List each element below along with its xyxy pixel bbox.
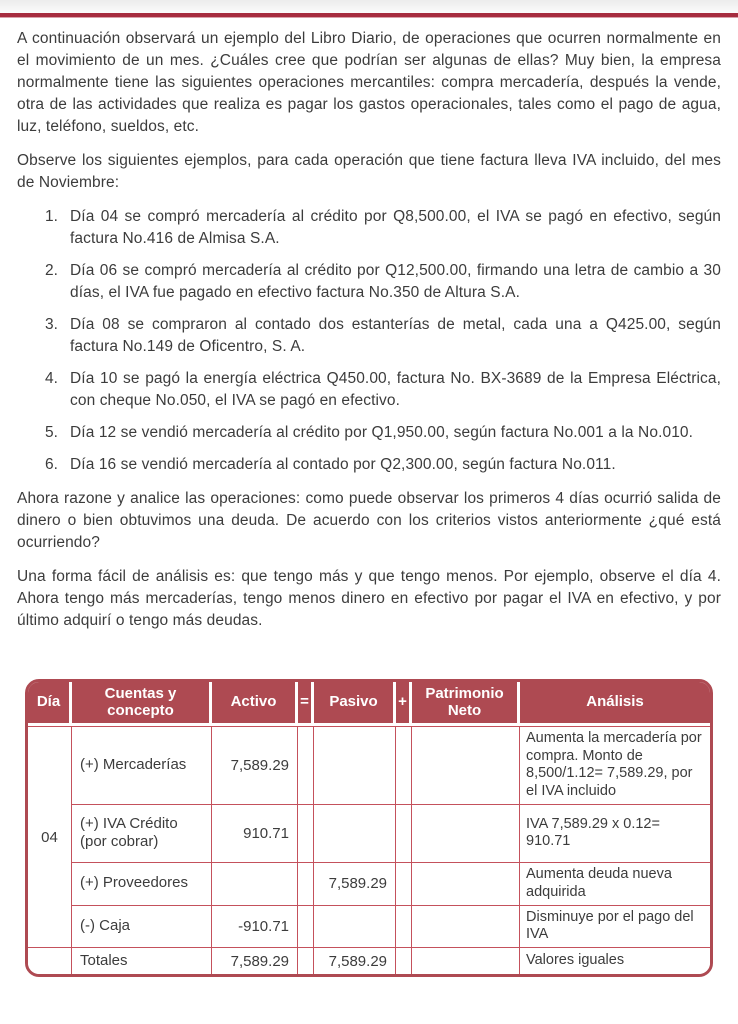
activo-cell: -910.71: [212, 906, 298, 948]
activo-cell: [212, 863, 298, 906]
pasivo-cell: 7,589.29: [314, 863, 396, 906]
patrimonio-cell: [412, 863, 520, 906]
summary-paragraph: Una forma fácil de análisis es: que tengo más y que tengo menos. Por ejemplo, observe el día 4. Ahora tengo más mercaderías, tengo menos dinero en efectivo por pagar el IVA en efectivo, y por último adquirí o tengo más deudas.: [17, 568, 721, 629]
equals-spacer-cell: [298, 805, 314, 863]
list-item-text: Día 12 se vendió mercadería al crédito por Q1,950.00, según factura No.001 a la No.010.: [70, 424, 694, 441]
list-item: [45, 206, 721, 250]
plus-spacer-cell: [396, 726, 412, 805]
day-cell: 04: [28, 726, 72, 948]
account-cell: (+) IVA Crédito (por cobrar): [72, 805, 212, 863]
totals-patrimonio-cell: [412, 948, 520, 974]
list-item-number: 1.: [45, 208, 58, 225]
plus-spacer-cell: [396, 863, 412, 906]
list-item: [45, 422, 721, 444]
analysis-cell: Aumenta deuda nueva adquirida: [520, 863, 710, 906]
list-item-text: Día 10 se pagó la energía eléctrica Q450.00, factura No. BX-3689 de la Empresa Eléctrica, con cheque No.050, el IVA se pagó en efectivo.: [70, 370, 721, 409]
pasivo-cell: [314, 805, 396, 863]
totals-row: [28, 948, 710, 974]
plus-spacer-cell: [396, 948, 412, 974]
patrimonio-cell: [412, 805, 520, 863]
equals-spacer-cell: [298, 906, 314, 948]
table-row: [28, 805, 710, 863]
equals-spacer-cell: [298, 863, 314, 906]
list-item-number: 3.: [45, 316, 58, 333]
header-cell-dia: Día: [28, 682, 72, 726]
intro-paragraph: A continuación observará un ejemplo del Libro Diario, de operaciones que ocurren normalmente en el movimiento de un mes. ¿Cuáles cree que podrían ser algunas de ellas? Muy bien, la empresa normalmente tiene las siguientes operaciones mercantiles: compra mercadería, después la vende, otra de las actividades que realiza es pagar los gastos operacionales, tales como el pago de agua, luz, teléfono, sueldos, etc.: [17, 30, 721, 135]
activo-cell: 7,589.29: [212, 726, 298, 805]
analysis-paragraph: Ahora razone y analice las operaciones: como puede observar los primeros 4 días ocurrió salida de dinero o bien obtuvimos una deuda. De acuerdo con los criterios vistos anteriormente ¿qué está ocurriendo?: [17, 490, 721, 551]
list-item-number: 2.: [45, 262, 58, 279]
header-cell-equals: =: [298, 682, 314, 726]
analysis-cell: Disminuye por el pago del IVA: [520, 906, 710, 948]
pasivo-cell: [314, 726, 396, 805]
header-cell-activo: Activo: [212, 682, 298, 726]
header-cell-patrimonio: Patrimonio Neto: [412, 682, 520, 726]
account-cell: (-) Caja: [72, 906, 212, 948]
activo-cell: 910.71: [212, 805, 298, 863]
journal-table: [25, 679, 713, 977]
plus-spacer-cell: [396, 805, 412, 863]
list-item-text: Día 16 se vendió mercadería al contado por Q2,300.00, según factura No.011.: [70, 456, 616, 473]
list-item-number: 4.: [45, 370, 58, 387]
list-item-number: 5.: [45, 424, 58, 441]
analysis-cell: IVA 7,589.29 x 0.12= 910.71: [520, 805, 710, 863]
page-content: [0, 17, 738, 632]
list-item: [45, 454, 721, 476]
day-cell-empty: [28, 948, 72, 974]
account-cell: (+) Mercaderías: [72, 726, 212, 805]
list-item-text: Día 06 se compró mercadería al crédito por Q12,500.00, firmando una letra de cambio a 30 días, el IVA fue pagado en efectivo factura No.350 de Altura S.A.: [70, 262, 721, 301]
header-cell-pasivo: Pasivo: [314, 682, 396, 726]
list-item-text: Día 04 se compró mercadería al crédito por Q8,500.00, el IVA se pagó en efectivo, según factura No.416 de Almisa S.A.: [70, 208, 721, 247]
list-item-text: Día 08 se compraron al contado dos estanterías de metal, cada una a Q425.00, según factura No.149 de Oficentro, S. A.: [70, 316, 721, 355]
plus-spacer-cell: [396, 906, 412, 948]
list-item: [45, 368, 721, 412]
patrimonio-cell: [412, 906, 520, 948]
table-row: [28, 906, 710, 948]
totals-pasivo-cell: 7,589.29: [314, 948, 396, 974]
table-header-row: [28, 682, 710, 726]
header-cell-cuentas: Cuentas y concepto: [72, 682, 212, 726]
list-item: [45, 314, 721, 358]
pasivo-cell: [314, 906, 396, 948]
totals-activo-cell: 7,589.29: [212, 948, 298, 974]
totals-label-cell: Totales: [72, 948, 212, 974]
header-cell-analisis: Análisis: [520, 682, 710, 726]
header-cell-plus: +: [396, 682, 412, 726]
account-cell: (+) Proveedores: [72, 863, 212, 906]
equals-spacer-cell: [298, 948, 314, 974]
list-item: [45, 260, 721, 304]
analysis-cell: Aumenta la mercadería por compra. Monto de 8,500/1.12= 7,589.29, por el IVA incluido: [520, 726, 710, 805]
table-row: [28, 726, 710, 805]
page-top-edge: [0, 0, 738, 13]
examples-list: [17, 206, 721, 476]
equals-spacer-cell: [298, 726, 314, 805]
examples-intro-paragraph: Observe los siguientes ejemplos, para cada operación que tiene factura lleva IVA incluido, del mes de Noviembre:: [17, 152, 721, 191]
journal-table-grid: [28, 682, 710, 974]
list-item-number: 6.: [45, 456, 58, 473]
patrimonio-cell: [412, 726, 520, 805]
totals-analysis-cell: Valores iguales: [520, 948, 710, 974]
table-row: [28, 863, 710, 906]
